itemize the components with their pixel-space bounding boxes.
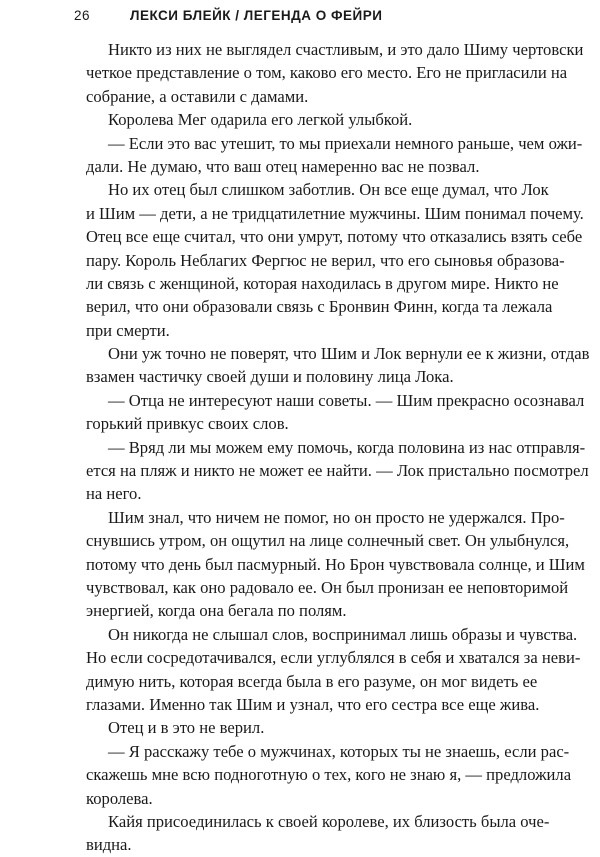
text-line: энергией, когда она бегала по полям.	[86, 601, 347, 621]
text-line: четкое представление о том, каково его место. Его не пригласили на	[86, 63, 568, 83]
text-line: дали. Не думаю, что ваш отец намеренно вас не позвал.	[86, 156, 480, 176]
text-line: взамен частичку своей души и половину лица Лока.	[86, 367, 454, 387]
page-number: 26	[74, 8, 91, 23]
text-line: Но если сосредотачивался, если углублялся в себя и хватался за неви-	[86, 648, 581, 668]
text-line: Королева Мег одарила его легкой улыбкой.	[108, 110, 413, 130]
text-line: — Я расскажу тебе о мужчинах, которых ты не знаешь, если рас-	[108, 741, 570, 761]
text-line: на него.	[86, 484, 142, 504]
text-line: Он никогда не слышал слов, воспринимал лишь образы и чувства.	[108, 624, 578, 644]
text-line: Но их отец был слишком заботлив. Он все еще думал, что Лок	[108, 180, 549, 200]
text-line: чувствовал, как оно радовало ее. Он был пронизан ее неповторимой	[86, 577, 569, 597]
text-line: Шим знал, что ничем не помог, но он просто не удержался. Про-	[108, 507, 565, 527]
text-line: — Вряд ли мы можем ему помочь, когда половина из нас отправля-	[108, 437, 586, 457]
text-line: снувшись утром, он ощутил на лице солнечный свет. Он улыбнулся,	[86, 531, 570, 551]
text-line: видна.	[86, 835, 132, 855]
text-line: Они уж точно не поверят, что Шим и Лок вернули ее к жизни, отдав	[108, 344, 590, 364]
text-line: ли связь с женщиной, которая находилась в другом мире. Никто не	[86, 273, 559, 293]
text-line: при смерти.	[86, 320, 170, 340]
text-line: пару. Король Неблагих Фергюс не верил, что его сыновья образова-	[86, 250, 565, 270]
text-line: глазами. Именно так Шим и узнал, что его сестра все еще жива.	[86, 694, 540, 714]
text-line: — Если это вас утешит, то мы приехали немного раньше, чем ожи-	[108, 133, 583, 153]
running-title: ЛЕКСИ БЛЕЙК / ЛЕГЕНДА О ФЕЙРИ	[130, 8, 383, 23]
text-line: Кайя присоединилась к своей королеве, их близость была оче-	[108, 811, 550, 831]
text-line: димую нить, которая всегда была в его разуме, он мог видеть ее	[86, 671, 538, 691]
text-line: верил, что они образовали связь с Бронвин Финн, когда та лежала	[86, 297, 553, 317]
body-text	[86, 38, 590, 857]
text-line: скажешь мне всю подноготную о тех, кого не знаю я, — предложила	[86, 765, 572, 785]
text-line: Никто из них не выглядел счастливым, и это дало Шиму чертовски	[108, 40, 584, 59]
text-line: ется на пляж и никто не может ее найти. — Лок пристально посмотрел	[86, 461, 589, 481]
text-line: и Шим — дети, а не тридцатилетние мужчины. Шим понимал почему.	[86, 203, 584, 223]
text-line: собрание, а оставили с дамами.	[86, 86, 309, 106]
text-line: Отец все еще считал, что они умрут, потому что отказались взять себе	[86, 227, 583, 247]
text-line: потому что день был пасмурный. Но Брон чувствовала солнце, и Шим	[86, 554, 585, 574]
text-line: — Отца не интересуют наши советы. — Шим прекрасно осознавал	[108, 390, 585, 410]
text-line: королева.	[86, 788, 153, 808]
running-header	[74, 8, 540, 28]
text-line: Отец и в это не верил.	[108, 718, 265, 738]
text-line: горький привкус своих слов.	[86, 414, 289, 434]
